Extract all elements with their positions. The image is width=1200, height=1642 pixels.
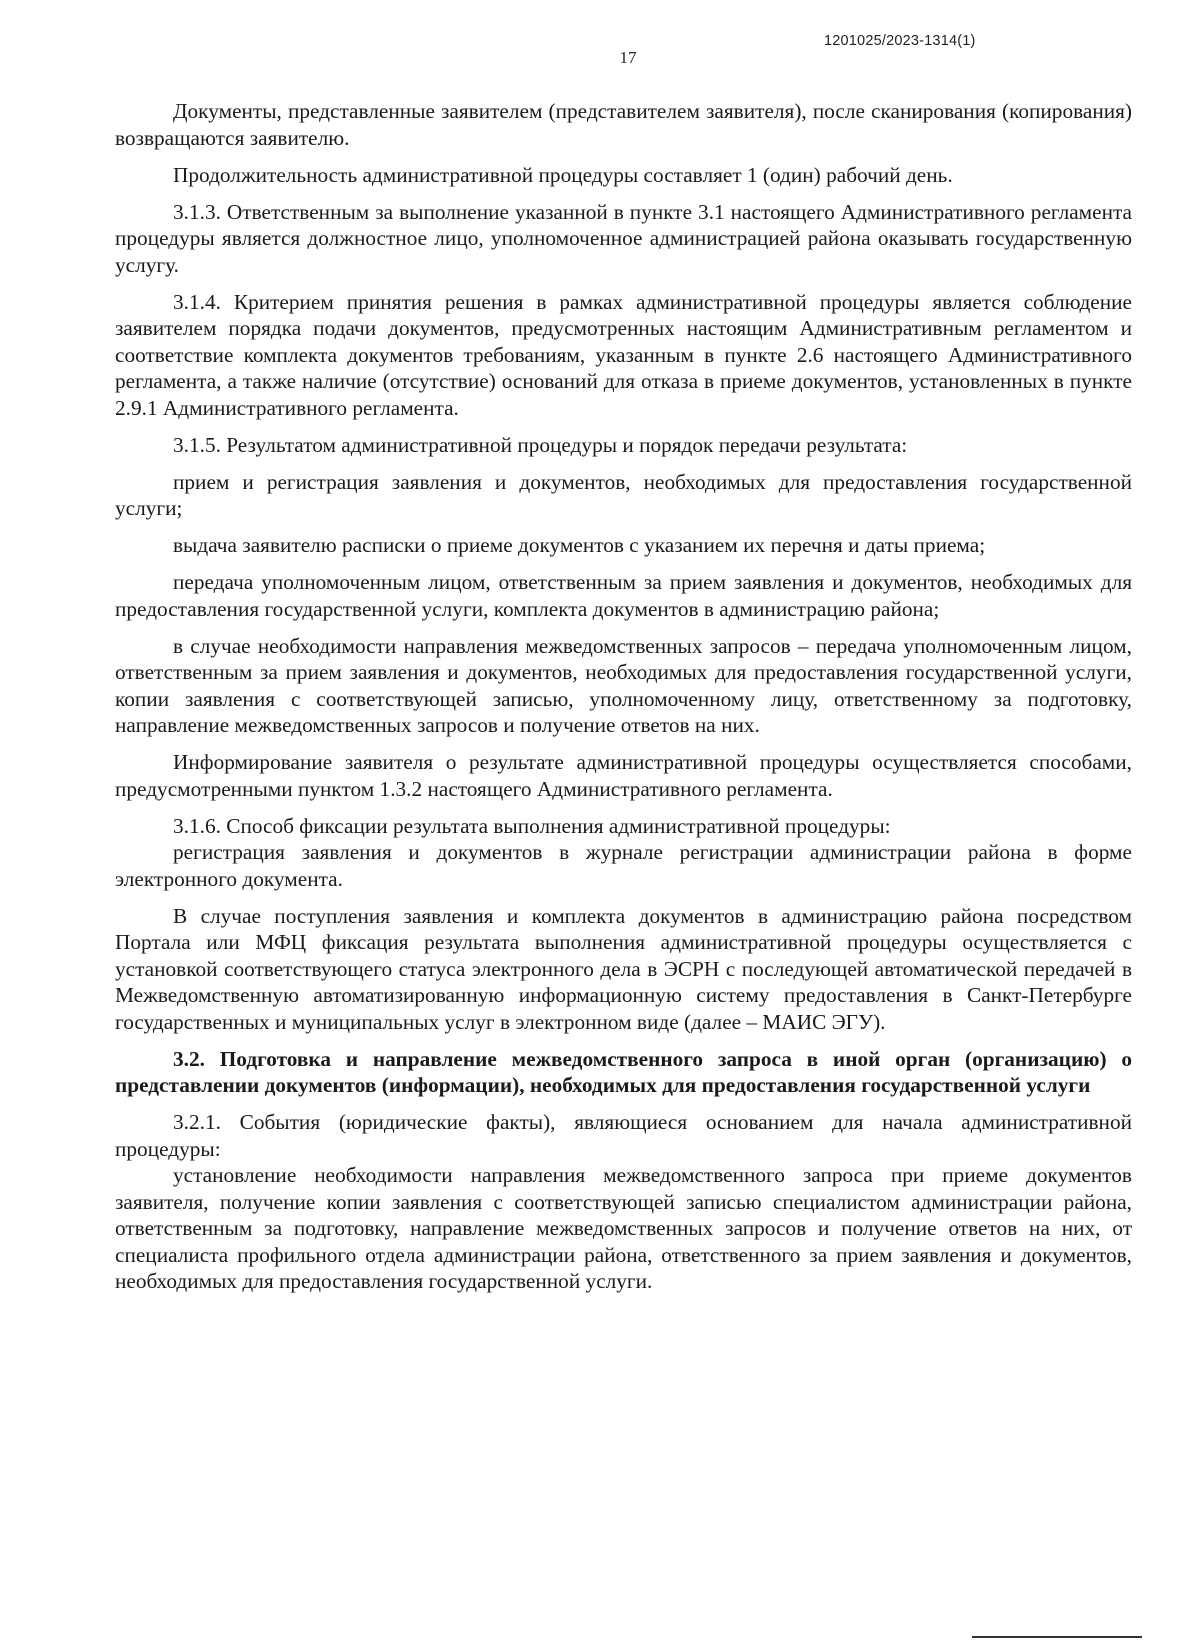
list-item-registration: прием и регистрация заявления и документов, необходимых для предоставления государственной услуги; xyxy=(115,469,1132,520)
paragraph-procedure-duration: Продолжительность административной процедуры составляет 1 (один) рабочий день. xyxy=(173,162,953,187)
paragraph-3-1-6: 3.1.6. Способ фиксации результата выполнения административной процедуры: xyxy=(173,813,891,838)
paragraph-registration-journal: регистрация заявления и документов в журнале регистрации администрации района в форме электронного документа. xyxy=(115,840,1132,891)
paragraph-3-1-3: 3.1.3. Ответственным за выполнение указанной в пункте 3.1 настоящего Административного регламента процедуры является должностное лицо, уполномоченное администрацией района оказывать государственную услугу. xyxy=(115,199,1132,277)
footer-rule xyxy=(972,1636,1142,1638)
paragraph-3-2-1: 3.2.1. События (юридические факты), являющиеся основанием для начала административной процедуры: xyxy=(115,1110,1132,1161)
list-item-receipt: выдача заявителю расписки о приеме документов с указанием их перечня и даты приема; xyxy=(173,533,986,557)
paragraph-3-1-4: 3.1.4. Критерием принятия решения в рамках административной процедуры является соблюдение заявителем порядка подачи документов, предусмотренных настоящим Административным регламентом и соответствие комплекта документов требованиям, указанным в пункте 2.6 настоящего Административного регламента, а также наличие (отсутствие) оснований для отказа в приеме документов, установленных в пункте 2.9.1 Административного регламента. xyxy=(115,289,1132,420)
paragraph-documents-returned: Документы, представленные заявителем (представителем заявителя), после сканирования (копирования) возвращаются заявителю. xyxy=(115,99,1132,150)
page-number: 17 xyxy=(619,48,637,67)
document-registration-number: 1201025/2023-1314(1) xyxy=(824,33,976,49)
paragraph-interagency-request: установление необходимости направления межведомственного запроса при приеме документов заявителя, получение копии заявления с соответствующей записью специалистом администрации района, ответственным за подготовку, направление межведомственных запросов и получение ответов на них, от специалиста профильного отдела администрации района, ответственного за прием заявления и документов, необходимых для предоставления государственной услуги. xyxy=(115,1163,1132,1293)
paragraph-portal-mfc: В случае поступления заявления и комплекта документов в администрацию района посредством Портала или МФЦ фиксация результата выполнения административной процедуры осуществляется с установкой соответствующего статуса электронного дела в ЭСРН с последующей автоматической передачей в Межведомственную автоматизированную информационную систему предоставления в Санкт-Петербурге государственных и муниципальных услуг в электронном виде (далее – МАИС ЭГУ). xyxy=(115,903,1132,1034)
paragraph-3-1-5: 3.1.5. Результатом административной процедуры и порядок передачи результата: xyxy=(173,432,908,457)
paragraph-informing: Информирование заявителя о результате административной процедуры осуществляется способами, предусмотренными пунктом 1.3.2 настоящего Административного регламента. xyxy=(115,750,1132,801)
section-heading-3-2: 3.2. Подготовка и направление межведомственного запроса в иной орган (организацию) о представлении документов (информации), необходимых для предоставления государственной услуги xyxy=(115,1046,1132,1097)
list-item-transfer: передача уполномоченным лицом, ответственным за прием заявления и документов, необходимых для предоставления государственной услуги, комплекта документов в администрацию района; xyxy=(115,570,1132,621)
list-item-interagency: в случае необходимости направления межведомственных запросов – передача уполномоченным лицом, ответственным за прием заявления и документов, необходимых для предоставления государственной услуги, копии заявления с соответствующей записью, уполномоченному лицу, ответственному за подготовку, направление межведомственных запросов и получение ответов на них. xyxy=(115,633,1132,737)
document-body xyxy=(115,98,1132,1295)
